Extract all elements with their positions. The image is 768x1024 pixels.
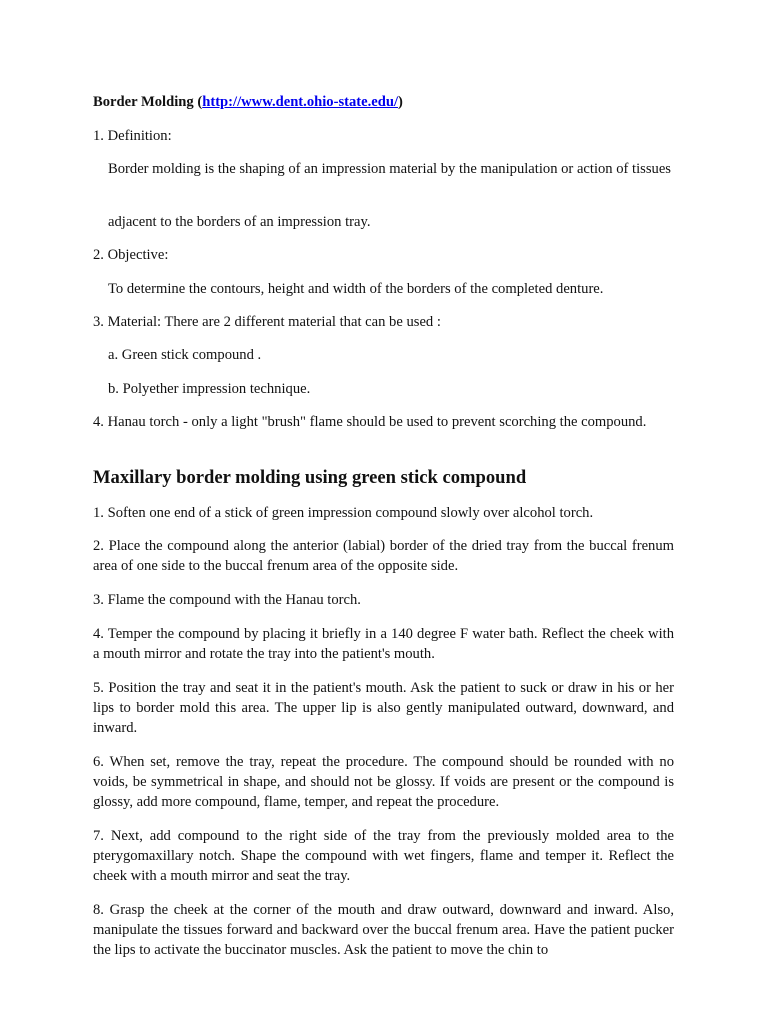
definition-text-1: Border molding is the shaping of an impression material by the manipulation or action of tissues [108, 161, 671, 177]
document-title-line [93, 92, 674, 112]
source-link[interactable]: http://www.dent.ohio-state.edu/ [202, 94, 399, 110]
step-6: 6. When set, remove the tray, repeat the procedure. The compound should be rounded with no voids, be symmetrical in shape, and should not be glossy. If voids are present or the compound is glossy, add more compound, flame, temper, and repeat the procedure. [93, 754, 674, 810]
section-heading: Maxillary border molding using green stick compound [93, 467, 527, 488]
open-paren: ( [197, 94, 203, 110]
step-4: 4. Temper the compound by placing it briefly in a 140 degree F water bath. Reflect the cheek with a mouth mirror and rotate the tray into the patient's mouth. [93, 626, 674, 662]
close-paren: ) [398, 94, 403, 110]
step-3: 3. Flame the compound with the Hanau torch. [93, 592, 361, 608]
material-option-b: b. Polyether impression technique. [108, 381, 311, 397]
torch-instructions: 4. Hanau torch - only a light "brush" flame should be used to prevent scorching the compound. [93, 414, 647, 430]
objective-text: To determine the contours, height and width of the borders of the completed denture. [108, 281, 604, 297]
material-option-a: a. Green stick compound . [108, 347, 262, 363]
definition-label: 1. Definition: [93, 128, 172, 144]
step-5: 5. Position the tray and seat it in the patient's mouth. Ask the patient to suck or draw in his or her lips to border mold this area. The upper lip is also gently manipulated outward, downward, and inward. [93, 680, 674, 736]
document-title: Border Molding [93, 94, 194, 110]
step-8: 8. Grasp the cheek at the corner of the mouth and draw outward, downward and inward. Also, manipulate the tissues forward and backward over the buccal frenum area. Have the patient pucker the lips to activate the buccinator muscles. Ask the patient to move the chin to [93, 902, 674, 958]
step-2: 2. Place the compound along the anterior (labial) border of the dried tray from the buccal frenum area of one side to the buccal frenum area of the opposite side. [93, 538, 674, 574]
definition-text-2: adjacent to the borders of an impression tray. [108, 214, 371, 230]
step-7: 7. Next, add compound to the right side of the tray from the previously molded area to the pterygomaxillary notch. Shape the compound with wet fingers, flame and temper it. Reflect the cheek with a mouth mirror and seat the tray. [93, 828, 674, 884]
objective-label: 2. Objective: [93, 247, 169, 263]
step-1: 1. Soften one end of a stick of green impression compound slowly over alcohol torch. [93, 505, 594, 521]
material-label: 3. Material: There are 2 different material that can be used : [93, 314, 441, 330]
